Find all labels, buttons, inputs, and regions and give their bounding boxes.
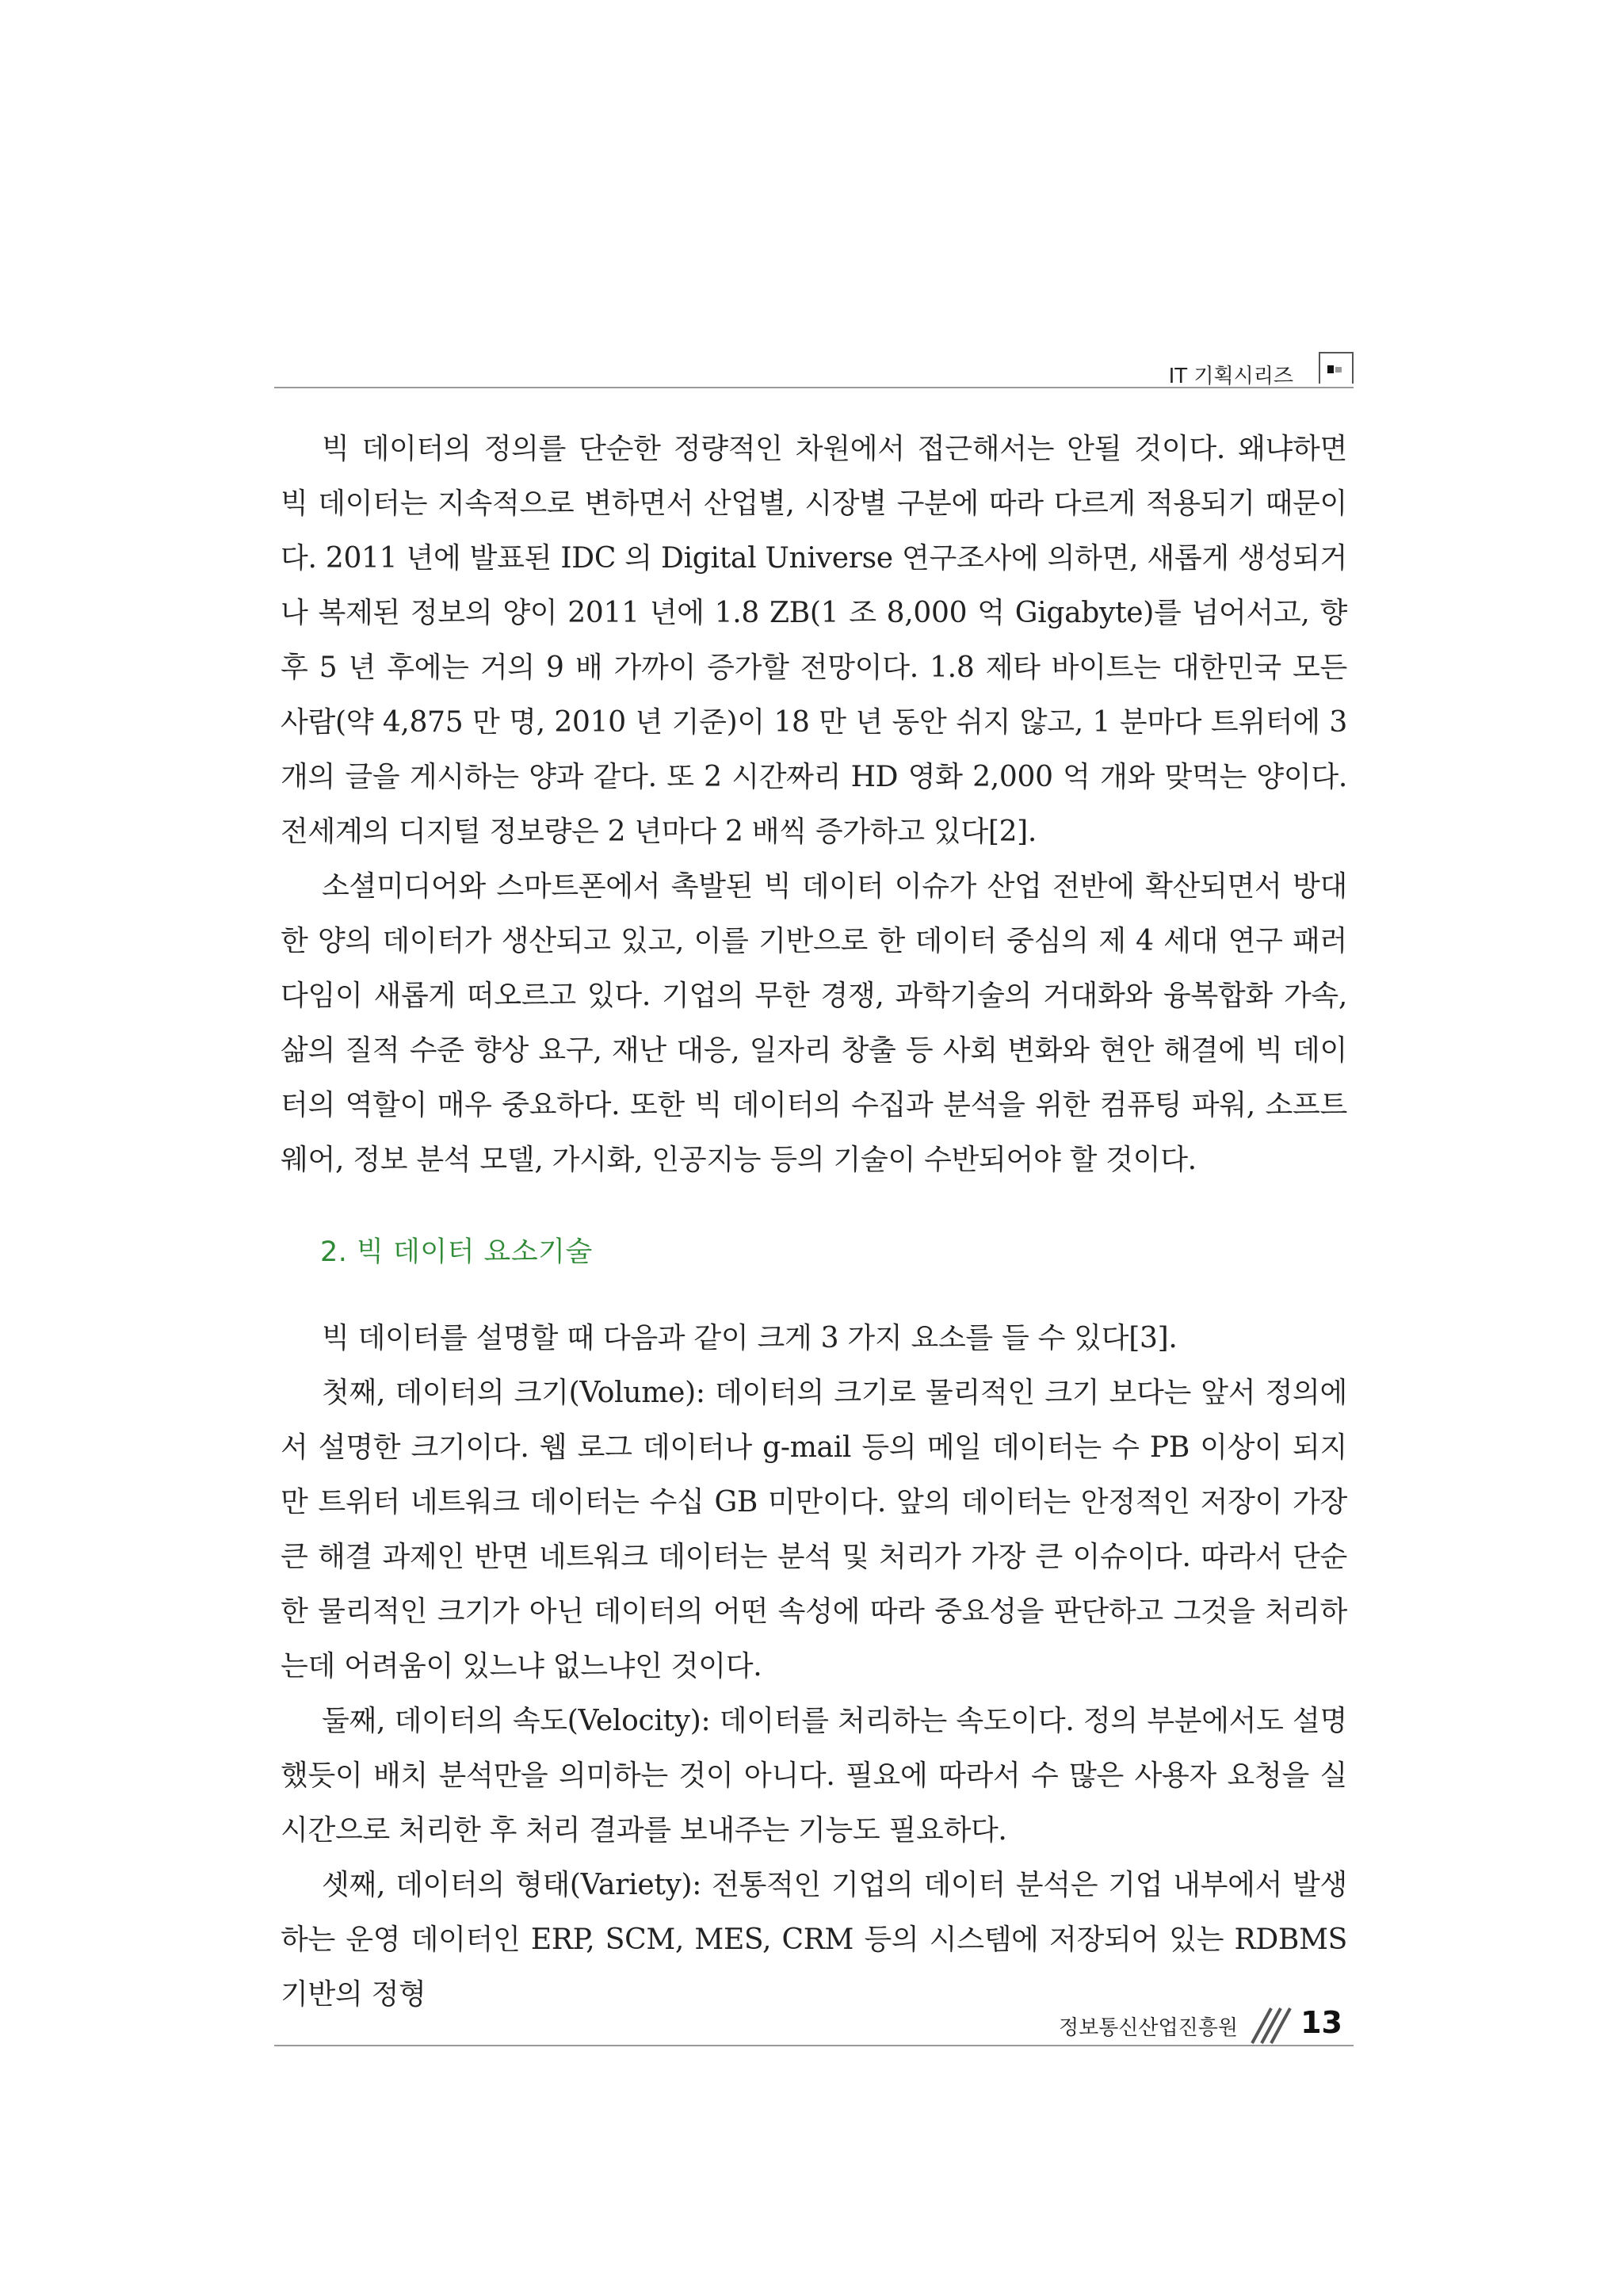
paragraph-volume: 첫째, 데이터의 크기(Volume): 데이터의 크기로 물리적인 크기 보다는 앞서 정의에서 설명한 크기이다. 웹 로그 데이터나 g-mail 등의 메일 데이터는 수 PB 이상이 되지만 트위터 네트워크 데이터는 수십 GB 미만이다. 앞의 데이터는 안정적인 저장이 가장 큰 해결 과제인 반면 네트워크 데이터는 분석 및 처리가 가장 큰 이슈이다. 따라서 단순한 물리적인 크기가 아닌 데이터의 어떤 속성에 따라 중요성을 판단하고 그것을 처리하는데 어려움이 있느냐 없느냐인 것이다. (281, 1377, 1347, 1683)
paragraph-big-data-importance: 소셜미디어와 스마트폰에서 촉발된 빅 데이터 이슈가 산업 전반에 확산되면서 방대한 양의 데이터가 생산되고 있고, 이를 기반으로 한 데이터 중심의 제 4 세대 연구 패러다임이 새롭게 떠오르고 있다. 기업의 무한 경쟁, 과학기술의 거대화와 융복합화 가속, 삶의 질적 수준 향상 요구, 재난 대응, 일자리 창출 등 사회 변화와 현안 해결에 빅 데이터의 역할이 매우 중요하다. 또한 빅 데이터의 수집과 분석을 위한 컴퓨팅 파워, 소프트웨어, 정보 분석 모델, 가시화, 인공지능 등의 기술이 수반되어야 할 것이다. (281, 870, 1347, 1176)
section-heading: 2. 빅 데이터 요소기술 (320, 1236, 593, 1268)
page-number: 13 (1300, 2005, 1342, 2040)
page-content (281, 422, 1347, 2022)
footer-organization: 정보통신산업진흥원 (1058, 2016, 1238, 2040)
page-header (274, 347, 1354, 388)
header-box-gray-mark (1335, 367, 1342, 372)
page-footer (274, 2000, 1354, 2046)
paragraph-big-data-definition: 빅 데이터의 정의를 단순한 정량적인 차원에서 접근해서는 안될 것이다. 왜냐하면 빅 데이터는 지속적으로 변하면서 산업별, 시장별 구분에 따라 다르게 적용되기 때문이다. 2011 년에 발표된 IDC 의 Digital Universe 연구조사에 의하면, 새롭게 생성되거나 복제된 정보의 양이 2011 년에 1.8 ZB(1 조 8,000 억 Gigabyte)를 넘어서고, 향후 5 년 후에는 거의 9 배 가까이 증가할 전망이다. 1.8 제타 바이트는 대한민국 모든 사람(약 4,875 만 명, 2010 년 기준)이 18 만 년 동안 쉬지 않고, 1 분마다 트위터에 3 개의 글을 게시하는 양과 같다. 또 2 시간짜리 HD 영화 2,000 억 개와 맞먹는 양이다. 전세계의 디지털 정보량은 2 년마다 2 배씩 증가하고 있다[2]. (281, 433, 1347, 848)
paragraph-three-elements: 빅 데이터를 설명할 때 다음과 같이 크게 3 가지 요소를 들 수 있다[3]. (322, 1322, 1178, 1354)
header-box-black-mark (1327, 365, 1334, 373)
header-corner-box-icon (1319, 352, 1354, 384)
triple-slash-icon (1244, 2004, 1296, 2045)
paragraph-variety: 셋째, 데이터의 형태(Variety): 전통적인 기업의 데이터 분석은 기업 내부에서 발생하는 운영 데이터인 ERP, SCM, MES, CRM 등의 시스템에 저장되어 있는 RDBMS 기반의 정형 (281, 1869, 1347, 2011)
series-title: IT 기획시리즈 (1168, 365, 1293, 388)
paragraph-velocity: 둘째, 데이터의 속도(Velocity): 데이터를 처리하는 속도이다. 정의 부분에서도 설명했듯이 배치 분석만을 의미하는 것이 아니다. 필요에 따라서 수 많은 사용자 요청을 실시간으로 처리한 후 처리 결과를 보내주는 기능도 필요하다. (281, 1705, 1347, 1847)
